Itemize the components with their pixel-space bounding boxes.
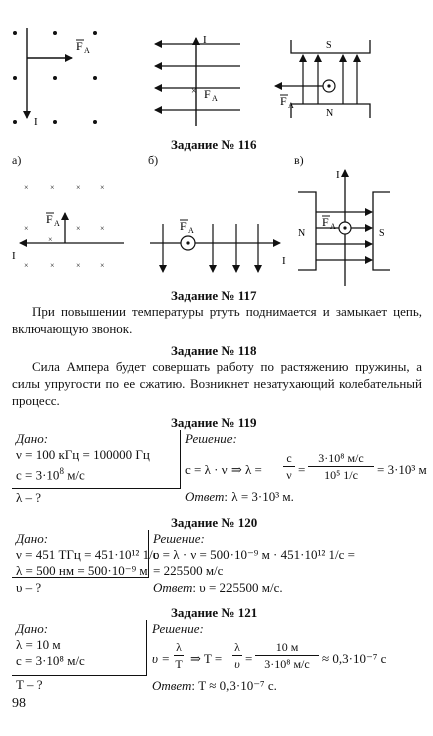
svg-text:A: A bbox=[330, 222, 336, 231]
svg-text:F: F bbox=[180, 219, 187, 233]
svg-text:×: × bbox=[24, 224, 29, 233]
svg-text:I: I bbox=[203, 34, 207, 46]
svg-text:A: A bbox=[288, 101, 294, 110]
svg-text:F: F bbox=[204, 87, 211, 101]
svg-text:S: S bbox=[379, 228, 385, 239]
svg-text:×: × bbox=[50, 261, 55, 270]
force-label: F bbox=[76, 39, 83, 53]
svg-text:×: × bbox=[100, 224, 105, 233]
text-117: При повышении температуры ртуть поднимается и замыкает цепь, включающую звонок. bbox=[12, 304, 422, 336]
svg-text:×: × bbox=[24, 183, 29, 192]
figure-116v bbox=[275, 40, 370, 119]
svg-text:×: × bbox=[76, 224, 81, 233]
heading-118: Задание № 118 bbox=[171, 343, 257, 358]
svg-text:I: I bbox=[336, 169, 340, 181]
svg-text:A: A bbox=[84, 46, 90, 55]
figure-117b bbox=[150, 219, 286, 272]
svg-text:×: × bbox=[50, 183, 55, 192]
svg-text:×: × bbox=[191, 86, 197, 97]
heading-119: Задание № 119 bbox=[171, 415, 257, 430]
svg-text:N: N bbox=[326, 108, 334, 119]
label-a: а) bbox=[12, 153, 22, 167]
svg-text:×: × bbox=[48, 235, 53, 244]
svg-text:F: F bbox=[280, 94, 287, 108]
svg-text:×: × bbox=[24, 261, 29, 270]
svg-text:F: F bbox=[46, 212, 53, 226]
page-number: 98 bbox=[12, 696, 26, 711]
svg-text:S: S bbox=[326, 40, 332, 51]
svg-text:I: I bbox=[12, 250, 16, 262]
svg-text:A: A bbox=[188, 226, 194, 235]
figure-116a bbox=[13, 28, 97, 128]
field-lines bbox=[155, 44, 240, 110]
svg-text:×: × bbox=[100, 183, 105, 192]
svg-text:A: A bbox=[54, 219, 60, 228]
label-b: б) bbox=[148, 153, 159, 167]
heading-117: Задание № 117 bbox=[171, 288, 257, 303]
current-label: I bbox=[34, 116, 38, 128]
field-dots bbox=[13, 31, 97, 124]
svg-text:A: A bbox=[212, 94, 218, 103]
text-118: Сила Ампера будет совершать работу по растяжению пружины, а силы упругости по ее сжатию. Возникнет незатухающий колебательный процесс. bbox=[12, 359, 422, 408]
svg-text:×: × bbox=[100, 261, 105, 270]
svg-text:×: × bbox=[76, 261, 81, 270]
figure-117c bbox=[298, 169, 390, 286]
svg-text:N: N bbox=[298, 228, 306, 239]
svg-text:F: F bbox=[322, 215, 329, 229]
heading-120: Задание № 120 bbox=[171, 515, 258, 530]
figure-117a bbox=[12, 183, 124, 270]
svg-text:I: I bbox=[282, 255, 286, 267]
heading-116: Задание № 116 bbox=[171, 137, 257, 152]
svg-text:×: × bbox=[76, 183, 81, 192]
label-v: в) bbox=[294, 153, 304, 167]
heading-121: Задание № 121 bbox=[171, 605, 258, 620]
figure-116b bbox=[155, 34, 240, 126]
